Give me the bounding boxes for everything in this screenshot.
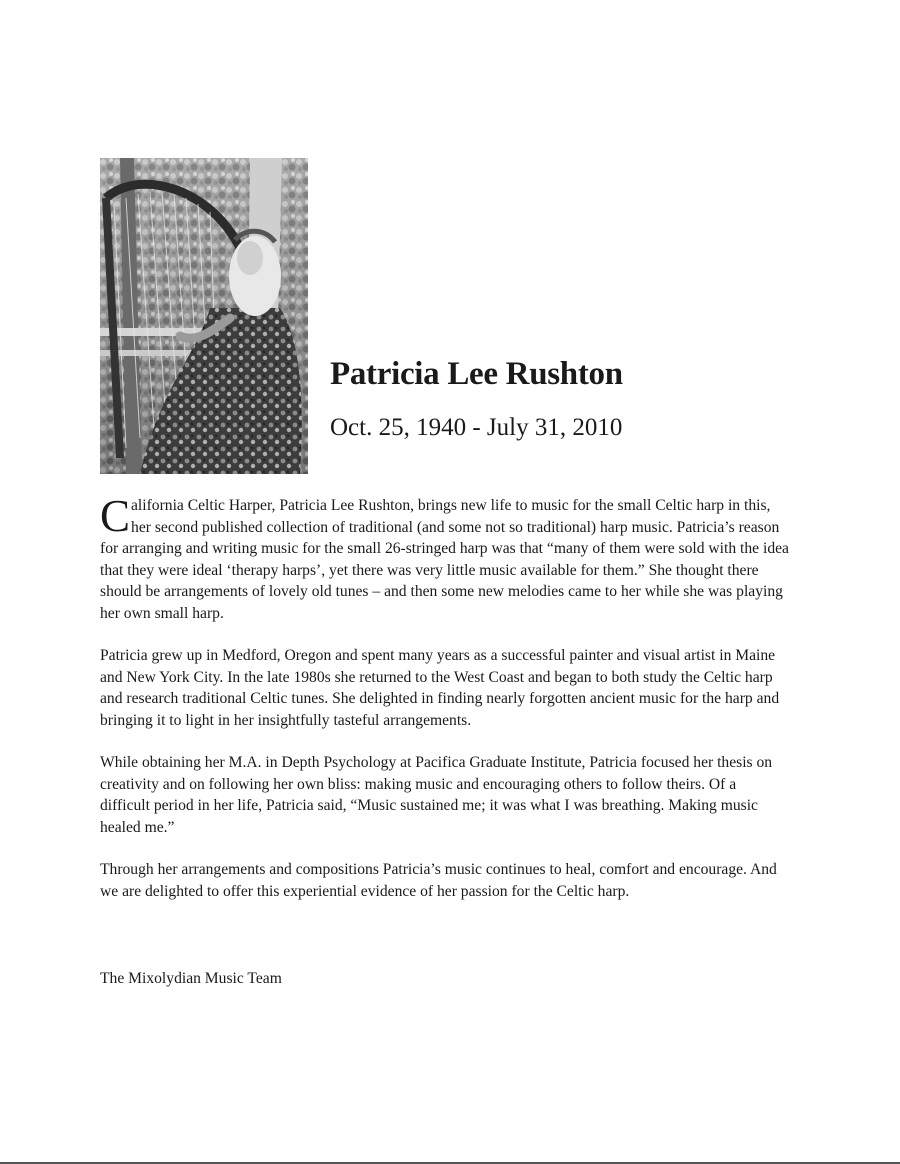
signature: The Mixolydian Music Team (100, 970, 282, 987)
bio-paragraph-2: Patricia grew up in Medford, Oregon and spent many years as a successful painter and visual artist in Maine and New York City. In the late 1980s she returned to the West Coast and began to both study the Celtic harp and research traditional Celtic tunes. She delighted in finding nearly forgotten ancient music for the harp and bringing it to light in her insightfully tasteful arrangements. (100, 647, 780, 729)
bio-paragraph-1 (100, 491, 790, 624)
portrait-photo (100, 158, 308, 474)
biography (100, 491, 790, 923)
person-name: Patricia Lee Rushton (330, 356, 623, 392)
life-dates: Oct. 25, 1940 - July 31, 2010 (330, 414, 623, 441)
harpist-portrait-image (100, 158, 308, 474)
bio-paragraph-3: While obtaining her M.A. in Depth Psychology at Pacifica Graduate Institute, Patricia focused her thesis on creativity and on following her own bliss: making music and encouraging others to follow theirs. Of a difficult period in her life, Patricia said, “Music sustained me; it was what I was breathing. Making music healed me.” (100, 754, 773, 836)
bio-paragraph-4: Through her arrangements and compositions Patricia’s music continues to heal, comfort and encourage. And we are delighted to offer this experiential evidence of her passion for the Celtic harp. (100, 861, 777, 900)
bio-paragraph-1-text: alifornia Celtic Harper, Patricia Lee Rushton, brings new life to music for the small Celtic harp in this, her second published collection of traditional (and some not so traditional) harp music. Patricia’s reason for arranging and writing music for the small 26-stringed harp was that “many of them were sold with the idea that they were ideal ‘therapy harps’, yet there was very little music available for them.” She thought there should be arrangements of lovely old tunes – and then some new melodies came to her while she was playing her own small harp. (100, 497, 789, 622)
drop-cap: C (100, 491, 131, 541)
